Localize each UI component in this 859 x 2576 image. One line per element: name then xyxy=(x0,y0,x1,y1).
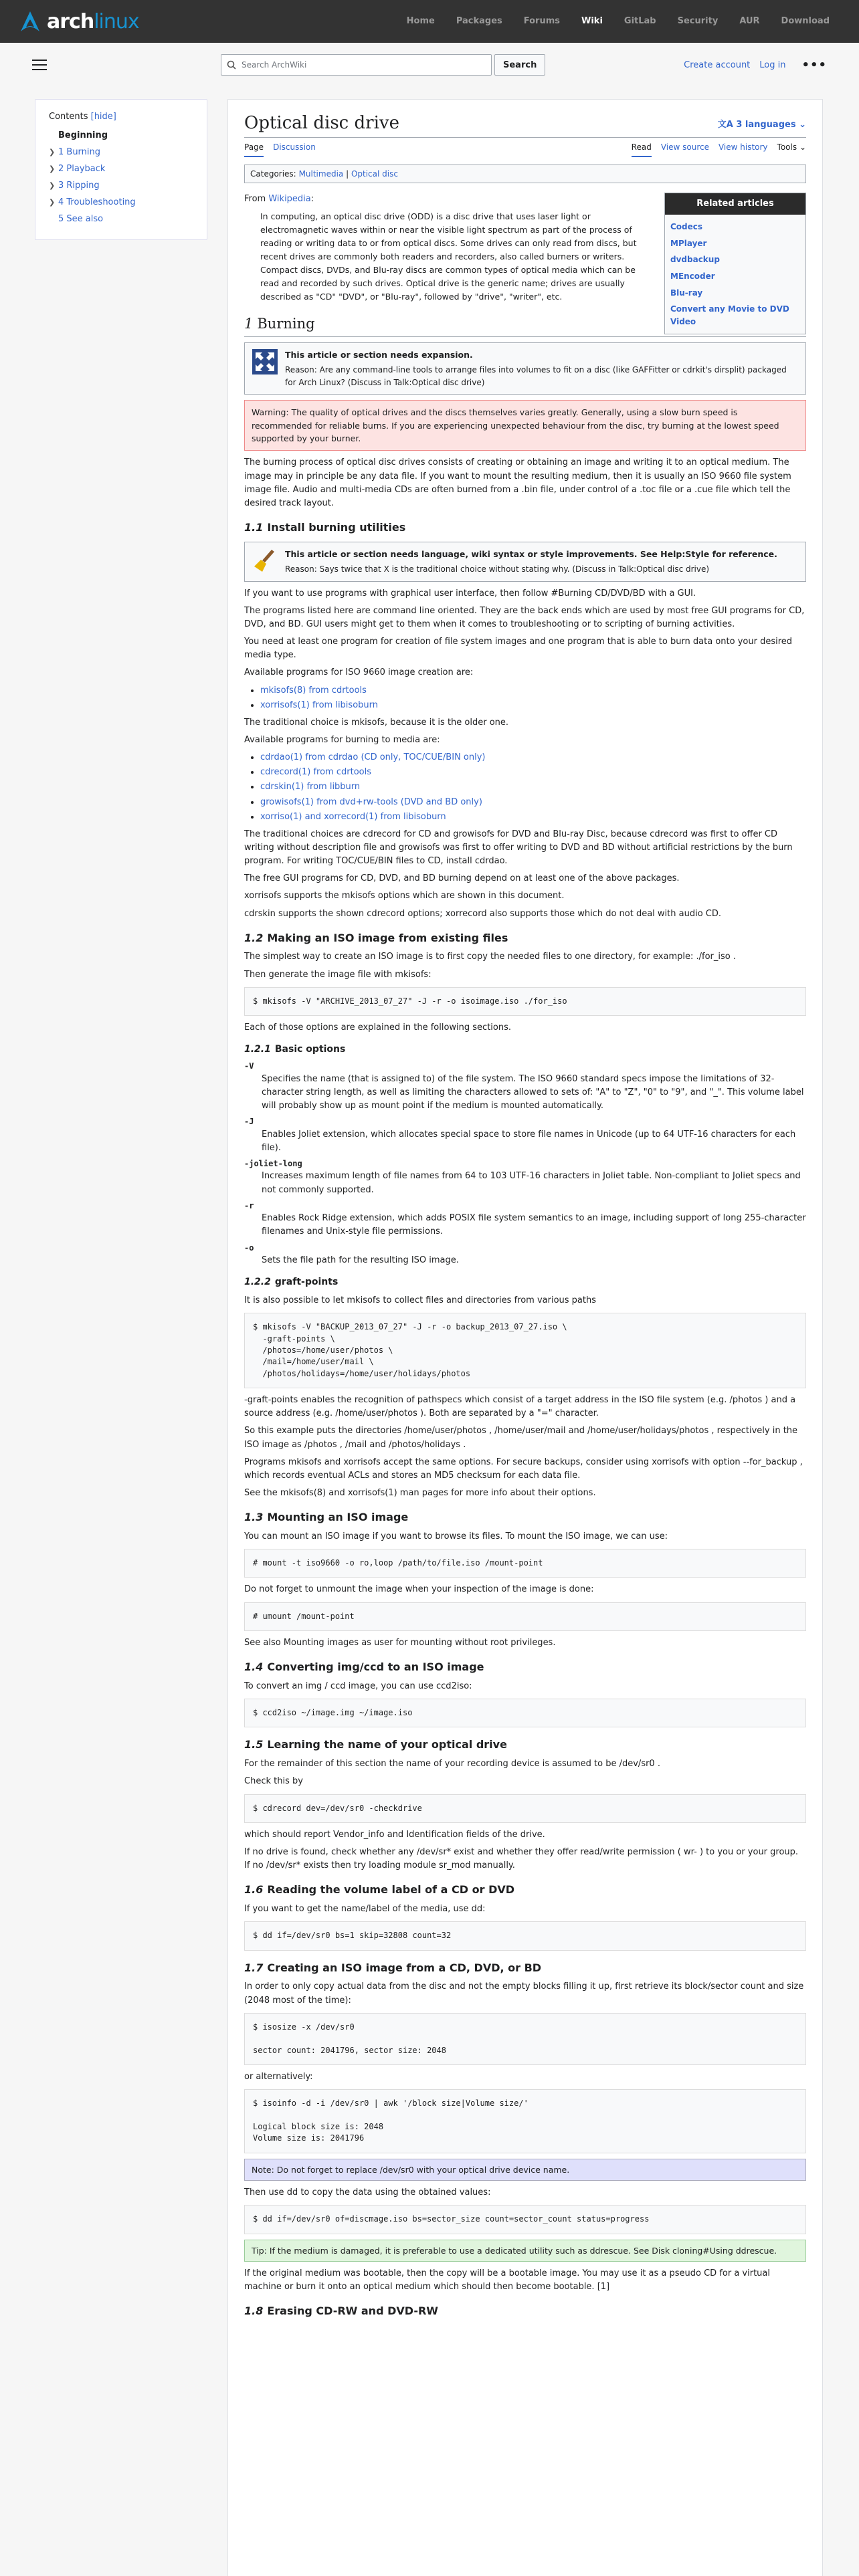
nav-aur[interactable]: AUR xyxy=(739,16,760,26)
section-number: 1 xyxy=(244,316,254,332)
option-key: -V xyxy=(244,1061,254,1071)
log-in-link[interactable]: Log in xyxy=(759,60,786,70)
chevron-down-icon: ⌄ xyxy=(799,119,806,130)
section-title: Burning xyxy=(257,316,315,332)
subsection-heading xyxy=(244,1882,806,1899)
paragraph: The simplest way to create an ISO image is to first copy the needed files to one directory, for example: ./for_iso . xyxy=(244,952,736,962)
chevron-right-icon[interactable]: ❯ xyxy=(49,165,56,173)
search-icon xyxy=(227,60,236,70)
list-item-link[interactable]: cdrecord(1) from cdrtools xyxy=(260,767,371,778)
categories-bar: Categories: Multimedia | Optical disc xyxy=(244,165,806,183)
section-title: Learning the name of your optical drive xyxy=(267,1738,507,1751)
toc-item-beginning[interactable] xyxy=(49,127,193,144)
section-number: 1.8 xyxy=(244,2304,264,2318)
paragraph: The burning process of optical disc drives consists of creating or obtaining an image and writing it to an optical medium. The image may in principle be any data file. If you want to mount the resulting medium, then it is usually an ISO 9660 file system image file. Audio and multi-media CDs are often burned from a .bin file, under control of a .toc file or a .cue file which tell the desired track layout. xyxy=(244,457,791,508)
section-title: Converting img/ccd to an ISO image xyxy=(267,1660,484,1674)
expand-arrows-icon xyxy=(252,348,278,375)
nav-wiki[interactable]: Wiki xyxy=(581,16,603,26)
tab-view-source[interactable]: View source xyxy=(660,142,709,152)
list-item[interactable] xyxy=(260,780,806,794)
related-link[interactable]: MEncoder xyxy=(670,271,715,281)
broom-icon xyxy=(252,548,278,574)
toc-title: Contents xyxy=(49,112,88,122)
list-item-link[interactable]: growisofs(1) from dvd+rw-tools (DVD and BD only) xyxy=(260,796,482,807)
paragraph: In order to only copy actual data from the disc and not the empty blocks filling it up, first retrieve its block/sector count and size (2048 most of the time): xyxy=(244,1981,804,2006)
paragraph: The traditional choices are cdrecord for CD and growisofs for DVD and Blu-ray Disc, because cdrecord was first to offer CD writing without description file and growisofs was first to offer writing to DVD and BD without artificial restrictions by the burn program. For writing TOC/CUE/BIN files to CD, install cdrdao. xyxy=(244,829,793,867)
page-title: Optical disc drive xyxy=(244,113,399,133)
language-count: 3 languages xyxy=(736,119,796,130)
list-item-link[interactable]: cdrdao(1) from cdrdao (CD only, TOC/CUE/BIN only) xyxy=(260,752,486,763)
code-block[interactable]: $ cdrecord dev=/dev/sr0 -checkdrive xyxy=(244,1794,806,1823)
category-multimedia[interactable]: Multimedia xyxy=(298,169,344,179)
section-number: 1.6 xyxy=(244,1883,264,1897)
option-desc: Increases maximum length of file names from 64 to 103 UTF-16 characters in Joliet table. Non-compliant to Joliet specs and not commonly supported. xyxy=(262,1171,801,1195)
subsection-heading xyxy=(244,1509,806,1526)
paragraph: which should report Vendor_info and Identification fields of the drive. xyxy=(244,1829,545,1840)
option-key: -r xyxy=(244,1200,254,1210)
section-number: 1.2.2 xyxy=(244,1277,271,1288)
subsubsection-heading xyxy=(244,1275,806,1290)
toc-item-label: 5 See also xyxy=(58,214,104,224)
tab-view-history[interactable]: View history xyxy=(718,142,768,152)
nav-security[interactable]: Security xyxy=(677,16,719,26)
paragraph: cdrskin supports the shown cdrecord options; xorrecord also supports those which do not deal with audio CD. xyxy=(244,908,722,919)
paragraph: If you want to get the name/label of the media, use dd: xyxy=(244,1904,486,1915)
arch-logo[interactable] xyxy=(19,10,139,33)
paragraph: Available programs for burning to media are: xyxy=(244,734,440,745)
toc-item-label: 1 Burning xyxy=(58,147,101,157)
option-key: -o xyxy=(244,1243,254,1253)
paragraph: See the mkisofs(8) and xorrisofs(1) man pages for more info about their options. xyxy=(244,1487,596,1498)
option-key: -joliet-long xyxy=(244,1158,302,1168)
section-title: Install burning utilities xyxy=(267,520,406,534)
related-articles-box xyxy=(664,193,806,334)
list-item[interactable] xyxy=(260,766,806,779)
search-form xyxy=(221,49,545,81)
subsection-heading xyxy=(244,520,806,536)
note-box: Note: Do not forget to replace /dev/sr0 with your optical drive device name. xyxy=(244,2159,806,2181)
toc-item-label: 4 Troubleshooting xyxy=(58,197,136,207)
paragraph: Then generate the image file with mkisofs: xyxy=(244,969,432,980)
tab-read[interactable]: Read xyxy=(632,138,652,157)
paragraph: Available programs for ISO 9660 image creation are: xyxy=(244,667,474,678)
section-number: 1.5 xyxy=(244,1738,264,1751)
code-block[interactable]: $ dd if=/dev/sr0 of=discmage.iso bs=sector_size count=sector_count status=progress xyxy=(244,2205,806,2234)
expansion-title: This article or section needs expansion. xyxy=(285,349,473,360)
section-number: 1.4 xyxy=(244,1660,264,1674)
list-item-link[interactable]: mkisofs(8) from cdrtools xyxy=(260,685,367,695)
top-nav-links xyxy=(396,0,840,43)
section-title: Reading the volume label of a CD or DVD xyxy=(267,1883,515,1897)
tab-discussion[interactable]: Discussion xyxy=(273,142,316,152)
paragraph: or alternatively: xyxy=(244,2071,313,2082)
burn-tools-list xyxy=(260,751,806,824)
paragraph: The programs listed here are command line oriented. They are the back ends which are used by most free GUI programs for CD, DVD, and BD. GUI users might get to them when it comes to troubleshooting or to scripting of burning activities. xyxy=(244,605,805,629)
article-body: Related articles Codecs MPlayer dvdbackup MEncoder Blu-ray Convert any Movie to DVD Video From Wikipedia: In computing, an optical disc drive (ODD) is a disc drive that uses laser light or electromagnetic waves within or near the visible light spectrum as part of the process of reading or writing data to or from optical discs. Some drives can only read from discs, but recent drives are commonly both readers and recorders, also called burners or writers. Compact discs, DVDs, and Blu-ray discs are common types of optical media which can be read and recorded by such drives. Optical drive is the generic name; drives are usually described as "CD" "DVD", or "Blu-ray", followed by "drive", "writer", etc. 1 Burning This article or section needs expansion. Reason: Are any command-line tools to arrange files into volumes to fit on a disc (like GAFFitter or cdrkit's dirsplit) packaged for Arch Linux? (Discuss in Talk:Optical disc drive) Warning: The quality of optical drives and the discs themselves varies greatly. Generally, using a slow burn speed is recommended for reliable burns. If you are experiencing unexpected behaviour from the disc, try burning at the lowest speed supported by your burner. The burning process of optical disc drives consists of creating or obtaining an image and writing it to an optical medium. The image may in principle be any data file. If you want to mount the resulting medium, then it is usually an ISO 9660 file system image file. Audio and multi-media CDs are often burned from a .bin file, under control of a .toc file or a .cue file which tell the desired track layout. 1.1 Install burning utilities This article or section needs language, wiki syntax or style improvements. See Help:Style for reference. Reason: Says twice that X is the traditional choice without stating why. (Discuss in Talk:Optical disc drive) If you want to use programs with graphical user interface, then follow #Burning CD/DVD/BD with a GUI. The programs listed here are command line oriented. They are the back ends which are used by most free GUI programs for CD, DVD, and BD. GUI users might get to them when it comes to troubleshooting or to scripting of burning activities. You need at least one program for creation of file system images and one program that is able to burn data onto your desired media type. Available programs for ISO 9660 image creation are: • mkisofs(8) from cdrtools • xorrisofs(1) from libisoburn The traditional choice is mkisofs, because it is the older one. Available programs for burning to media are: • cdrdao(1) from cdrdao (CD only, TOC/CUE/BIN only) • cdrecord(1) from cdrtools • cdrskin(1) from libburn • growisofs(1) from dvd+rw-tools (DVD and BD only) • xorriso(1) and xorrecord(1) from libisoburn The traditional choices are cdrecord for CD and growisofs for DVD and Blu-ray Disc, because cdrecord was first to offer CD writing without description file and growisofs was first to offer writing to DVD and BD without artificial restrictions by the burn program. For writing TOC/CUE/BIN files to CD, install cdrdao. The free GUI programs for CD, DVD, and BD burning depend on at least one of the above packages. xorrisofs supports the mkisofs options which are shown in this document. cdrskin supports the shown cdrecord options; xorrecord also supports those which do not deal with audio CD. 1.2 Making an ISO image from existing files The simplest way to create an ISO image is to first copy the needed files to one directory, for example: ./for_iso . Then generate the image file with mkisofs: $ mkisofs -V "ARCHIVE_2013_07_27" -J -r -o isoimage.iso ./for_iso Each of those options are explained in the following sections. 1.2.1 Basic options -V Specifies the name (that is assigned to) of the file system. The ISO 9660 standard specs impose the limitations of 32-character string length, as well as limiting the characters allowed to sets of: "A" to "Z", "0" to "9", and "_". This volume label will probably show up as mount point if the medium is mounted automatically. -J Enables Joliet extension, which allocates special space to store file names in Unicode (up to 64 UTF-16 characters for each file). -joliet-long Increases maximum length of file names from 64 to 103 UTF-16 characters in Joliet table. Non-compliant to Joliet specs and not commonly supported. -r Enables Rock Ridge extension, which adds POSIX file system semantics to an image, including support of long 255-character filenames and Unix-style file permissions. -o Sets the file path for the resulting ISO image. 1.2.2 graft-points It is also possible to let mkisofs to collect files and directories from various paths $ mkisofs -V "BACKUP_2013_07_27" -J -r -o backup_2013_07_27.iso \ -graft-points \ /photos=/home/user/photos \ /mail=/home/user/mail \ /photos/holidays=/home/user/holidays/photos -graft-points enables the recognition of pathspecs which consist of a target address in the ISO file system (e.g. /photos ) and a source address (e.g. /home/user/photos ). Both are separated by a "=" character. So this example puts the directories /home/user/photos , /home/user/mail and /home/user/holidays/photos , respectively in the ISO image as /photos , /mail and /photos/holidays . Programs mkisofs and xorrisofs accept the same options. For secure backups, consider using xorrisofs with option --for_backup , which records eventual ACLs and stores an MD5 checksum for each data file. See the mkisofs(8) and xorrisofs(1) man pages for more info about their options. 1.3 Mounting an ISO image You can mount an ISO image if you want to browse its files. To mount the ISO image, we can use: # mount -t iso9660 -o ro,loop /path/to/file.iso /mount-point Do not forget to unmount the image when your inspection of the image is done: # umount /mount-point See also Mounting images as user for mounting without root privileges. 1.4 Converting img/ccd to an ISO image To convert an img / ccd image, you can use ccd2iso: $ ccd2iso ~/image.img ~/image.iso 1.5 Learning the name of your optical drive For the remainder of this section the name of your recording device is assumed to be /dev/sr0 . Check this by $ cdrecord dev=/dev/sr0 -checkdrive which should report Vendor_info and Identification fields of the drive. If no drive is found, check whether any /dev/sr* exist and whether they offer read/write permission ( wr- ) to you or your group. If no /dev/sr* exists then try loading module sr_mod manually. 1.6 Reading the volume label of a CD or DVD If you want to get the name/label of the media, use dd: $ dd if=/dev/sr0 bs=1 skip=32808 count=32 1.7 Creating an ISO image from a CD, DVD, or BD In order to only copy actual data from the disc and not the empty blocks filling it up, first retrieve its block/sector count and size (2048 most of the time): $ isosize -x /dev/sr0 sector count: 2041796, sector size: 2048 or alternatively: $ isoinfo -d -i /dev/sr0 | awk '/block size|Volume size/' Logical block size is: 2048 Volume size is: 2041796 Note: Do not forget to replace /dev/sr0 with your optical drive device name. Then use dd to copy the data using the obtained values: $ dd if=/dev/sr0 of=discmage.iso bs=sector_size count=sector_count status=progress Tip: If the medium is damaged, it is preferable to use a dedicated utility such as ddrescue. See Disk cloning#Using ddrescue. If the original medium was bootable, then the copy will be a bootable image. You may use it as a pseudo CD for a virtual machine or burn it onto an optical medium which should then become bootable. [1] 1.8 Erasing CD-RW and DVD-RW xyxy=(244,193,806,2320)
paragraph: Do not forget to unmount the image when your inspection of the image is done: xyxy=(244,1584,594,1595)
paragraph: For the remainder of this section the name of your recording device is assumed to be /dev/sr0 . xyxy=(244,1759,660,1769)
search-placeholder: Search ArchWiki xyxy=(242,60,307,70)
arch-logo-icon xyxy=(19,10,41,33)
image-tools-list xyxy=(260,684,806,712)
sidebar xyxy=(35,87,207,2576)
category-optical-disc[interactable]: Optical disc xyxy=(351,169,398,179)
list-item[interactable] xyxy=(260,796,806,809)
option-desc: Specifies the name (that is assigned to) of the file system. The ISO 9660 standard specs impose the limitations of 32-character string length, as well as limiting the characters allowed to sets of: "A" to "Z", "0" to "9", and "_". This volume label will probably show up as mount point if the medium is mounted automatically. xyxy=(262,1073,804,1111)
toc-item-label: 3 Ripping xyxy=(58,181,100,191)
code-block[interactable]: $ mkisofs -V "BACKUP_2013_07_27" -J -r -o backup_2013_07_27.iso \ -graft-points \ /photos=/home/user/photos \ /mail=/home/user/mail \ /photos/holidays=/home/user/holidays/photos xyxy=(244,1313,806,1388)
nav-gitlab[interactable]: GitLab xyxy=(624,16,656,26)
nav-download[interactable]: Download xyxy=(781,16,830,26)
paragraph: It is also possible to let mkisofs to collect files and directories from various paths xyxy=(244,1295,596,1306)
chevron-right-icon[interactable]: ❯ xyxy=(49,148,56,156)
section-number: 1.3 xyxy=(244,1511,264,1524)
code-block[interactable]: $ isoinfo -d -i /dev/sr0 | awk '/block size|Volume size/' Logical block size is: 2048 Volume size is: 2041796 xyxy=(244,2089,806,2153)
nav-home[interactable]: Home xyxy=(406,16,435,26)
tools-label: Tools xyxy=(777,142,797,152)
toc-item-label: Beginning xyxy=(58,130,108,140)
wiki-header xyxy=(0,43,859,87)
warning-box: Warning: The quality of optical drives and the discs themselves varies greatly. Generally, using a slow burn speed is recommended for reliable burns. If you are experiencing unexpected behaviour from the disc, try burning at the lowest speed supported by your burner. xyxy=(244,400,806,451)
related-link[interactable]: dvdbackup xyxy=(670,255,720,265)
paragraph: -graft-points enables the recognition of pathspecs which consist of a target address in the ISO file system (e.g. /photos ) and a source address (e.g. /home/user/photos ). Both are separated by a "=" character. xyxy=(244,1395,796,1419)
subsection-heading xyxy=(244,1659,806,1676)
related-articles-title: Related articles xyxy=(665,193,805,215)
option-desc: Enables Joliet extension, which allocates special space to store file names in Unicode (up to 64 UTF-16 characters for each file). xyxy=(262,1129,796,1153)
section-title: Erasing CD-RW and DVD-RW xyxy=(267,2304,438,2318)
paragraph: You can mount an ISO image if you want to browse its files. To mount the ISO image, we can use: xyxy=(244,1531,668,1541)
related-link[interactable]: Blu-ray xyxy=(670,288,703,298)
subsection-heading xyxy=(244,930,806,947)
subsubsection-heading xyxy=(244,1043,806,1057)
options-list xyxy=(244,1060,806,1267)
code-block[interactable]: # mount -t iso9660 -o ro,loop /path/to/file.iso /mount-point xyxy=(244,1549,806,1578)
code-block[interactable]: $ isosize -x /dev/sr0 sector count: 2041796, sector size: 2048 xyxy=(244,2013,806,2065)
top-navigation xyxy=(0,0,859,43)
create-account-link[interactable]: Create account xyxy=(684,60,751,70)
intro-from: From xyxy=(244,194,266,204)
nav-forums[interactable]: Forums xyxy=(523,16,560,26)
logo-text-linux: linux xyxy=(94,9,139,33)
code-block[interactable]: # umount /mount-point xyxy=(244,1602,806,1631)
paragraph: Then use dd to copy the data using the obtained values: xyxy=(244,2187,491,2197)
paragraph: You need at least one program for creation of file system images and one program that is able to burn data onto your desired media type. xyxy=(244,637,793,661)
list-item[interactable] xyxy=(260,811,806,824)
paragraph: See also Mounting images as user for mounting without root privileges. xyxy=(244,1637,556,1648)
list-item[interactable] xyxy=(260,699,806,712)
wikipedia-quote: In computing, an optical disc drive (ODD) is a disc drive that uses laser light or electromagnetic waves within or near the visible light spectrum as part of the process of reading or writing data to or from optical discs. Some drives can only read from discs, but recent drives are commonly both readers and recorders, also called burners or writers. Compact discs, DVDs, and Blu-ray discs are common types of optical media which can be read and recorded by such drives. Optical drive is the generic name; drives are usually described as "CD" "DVD", or "Blu-ray", followed by "drive", "writer", etc. xyxy=(260,211,637,302)
logo-text-arch: arch xyxy=(47,9,94,33)
toc-item-ripping[interactable] xyxy=(49,177,193,194)
paragraph: Check this by xyxy=(244,1776,303,1787)
code-block[interactable]: $ mkisofs -V "ARCHIVE_2013_07_27" -J -r -o isoimage.iso ./for_iso xyxy=(244,987,806,1016)
paragraph: The traditional choice is mkisofs, because it is the older one. xyxy=(244,717,509,728)
section-title: Making an ISO image from existing files xyxy=(267,931,508,944)
toc-item-burning[interactable] xyxy=(49,144,193,160)
option-desc: Sets the file path for the resulting ISO image. xyxy=(262,1255,459,1266)
subsection-heading xyxy=(244,2303,806,2320)
paragraph: Each of those options are explained in the following sections. xyxy=(244,1023,512,1033)
style-notice xyxy=(244,542,806,582)
chevron-down-icon: ⌄ xyxy=(799,142,806,152)
toc-item-playback[interactable] xyxy=(49,160,193,177)
list-item[interactable] xyxy=(260,684,806,697)
wikipedia-link[interactable]: Wikipedia xyxy=(268,194,311,204)
paragraph: xorrisofs supports the mkisofs options which are shown in this document. xyxy=(244,891,565,901)
chevron-right-icon[interactable]: ❯ xyxy=(49,198,56,207)
tab-page[interactable]: Page xyxy=(244,138,264,157)
section-number: 1.7 xyxy=(244,1961,264,1974)
related-link[interactable]: Codecs xyxy=(670,222,703,232)
categories-label: Categories: xyxy=(250,169,296,179)
expansion-reason: Reason: Are any command-line tools to arrange files into volumes to fit on a disc (like GAFFitter or cdrkit's dirsplit) packaged for Arch Linux? (Discuss in Talk:Optical disc drive) xyxy=(285,365,787,387)
code-block[interactable]: $ ccd2iso ~/image.img ~/image.iso xyxy=(244,1699,806,1727)
tip-box: Tip: If the medium is damaged, it is preferable to use a dedicated utility such as ddrescue. See Disk cloning#Using ddrescue. xyxy=(244,2240,806,2262)
style-reason: Reason: Says twice that X is the traditional choice without stating why. (Discuss in Talk:Optical disc drive) xyxy=(285,564,710,574)
option-key: -J xyxy=(244,1116,254,1126)
subsection-heading xyxy=(244,1960,806,1977)
section-number: 1.1 xyxy=(244,520,264,534)
list-item-link[interactable]: cdrskin(1) from libburn xyxy=(260,782,361,792)
paragraph: If the original medium was bootable, then the copy will be a bootable image. You may use it as a pseudo CD for a virtual machine or burn it onto an optical medium which should then become bootable. [1] xyxy=(244,2268,770,2292)
paragraph: If no drive is found, check whether any /dev/sr* exist and whether they offer read/write permission ( wr- ) to you or your group. If no /dev/sr* exists then try loading module sr_mod manually. xyxy=(244,1847,799,1871)
paragraph: If you want to use programs with graphical user interface, then follow #Burning CD/DVD/BD with a GUI. xyxy=(244,588,696,599)
section-number: 1.2.1 xyxy=(244,1044,271,1055)
menu-icon[interactable] xyxy=(32,60,47,70)
language-selector[interactable] xyxy=(718,117,806,130)
page-tabs xyxy=(244,138,806,158)
paragraph: So this example puts the directories /home/user/photos , /home/user/mail and /home/user/holidays/photos , respectively in the ISO image as /photos , /mail and /photos/holidays . xyxy=(244,1426,798,1450)
more-options-icon[interactable]: ••• xyxy=(801,58,827,72)
toc-item-see-also[interactable] xyxy=(49,211,193,227)
search-input[interactable] xyxy=(221,54,492,76)
list-item-link[interactable]: xorrisofs(1) from libisoburn xyxy=(260,700,378,710)
user-links xyxy=(684,58,827,72)
paragraph: Programs mkisofs and xorrisofs accept the same options. For secure backups, consider using xorrisofs with option --for_backup , which records eventual ACLs and stores an MD5 checksum for each data file. xyxy=(244,1457,803,1481)
main-content xyxy=(227,99,823,2576)
chevron-right-icon[interactable]: ❯ xyxy=(49,181,56,190)
related-link[interactable]: Convert any Movie to DVD Video xyxy=(670,304,789,326)
toc-item-label: 2 Playback xyxy=(58,164,106,174)
related-link[interactable]: MPlayer xyxy=(670,238,707,248)
nav-packages[interactable]: Packages xyxy=(456,16,502,26)
section-title: Basic options xyxy=(274,1044,346,1055)
section-number: 1.2 xyxy=(244,931,264,944)
list-item-link[interactable]: xorriso(1) and xorrecord(1) from libisoburn xyxy=(260,811,446,822)
section-title: graft-points xyxy=(274,1277,339,1288)
paragraph: The free GUI programs for CD, DVD, and BD burning depend on at least one of the above packages. xyxy=(244,873,680,884)
toc-item-troubleshooting[interactable] xyxy=(49,194,193,211)
section-title: Creating an ISO image from a CD, DVD, or BD xyxy=(267,1961,542,1974)
search-button[interactable]: Search xyxy=(494,54,545,76)
translate-icon: 文A xyxy=(717,119,737,130)
toc-hide-toggle[interactable]: [hide] xyxy=(90,112,116,122)
subsection-heading xyxy=(244,1737,806,1753)
tools-menu[interactable] xyxy=(777,138,806,157)
style-title: This article or section needs language, wiki syntax or style improvements. See Help:Style for reference. xyxy=(285,548,777,559)
table-of-contents xyxy=(35,99,207,240)
code-block[interactable]: $ dd if=/dev/sr0 bs=1 skip=32808 count=32 xyxy=(244,1921,806,1950)
section-title: Mounting an ISO image xyxy=(267,1511,409,1524)
expansion-notice xyxy=(244,342,806,395)
option-desc: Enables Rock Ridge extension, which adds POSIX file system semantics to an image, including support of long 255-character filenames and Unix-style file permissions. xyxy=(262,1213,806,1237)
paragraph: To convert an img / ccd image, you can use ccd2iso: xyxy=(244,1681,472,1691)
list-item[interactable] xyxy=(260,751,806,764)
